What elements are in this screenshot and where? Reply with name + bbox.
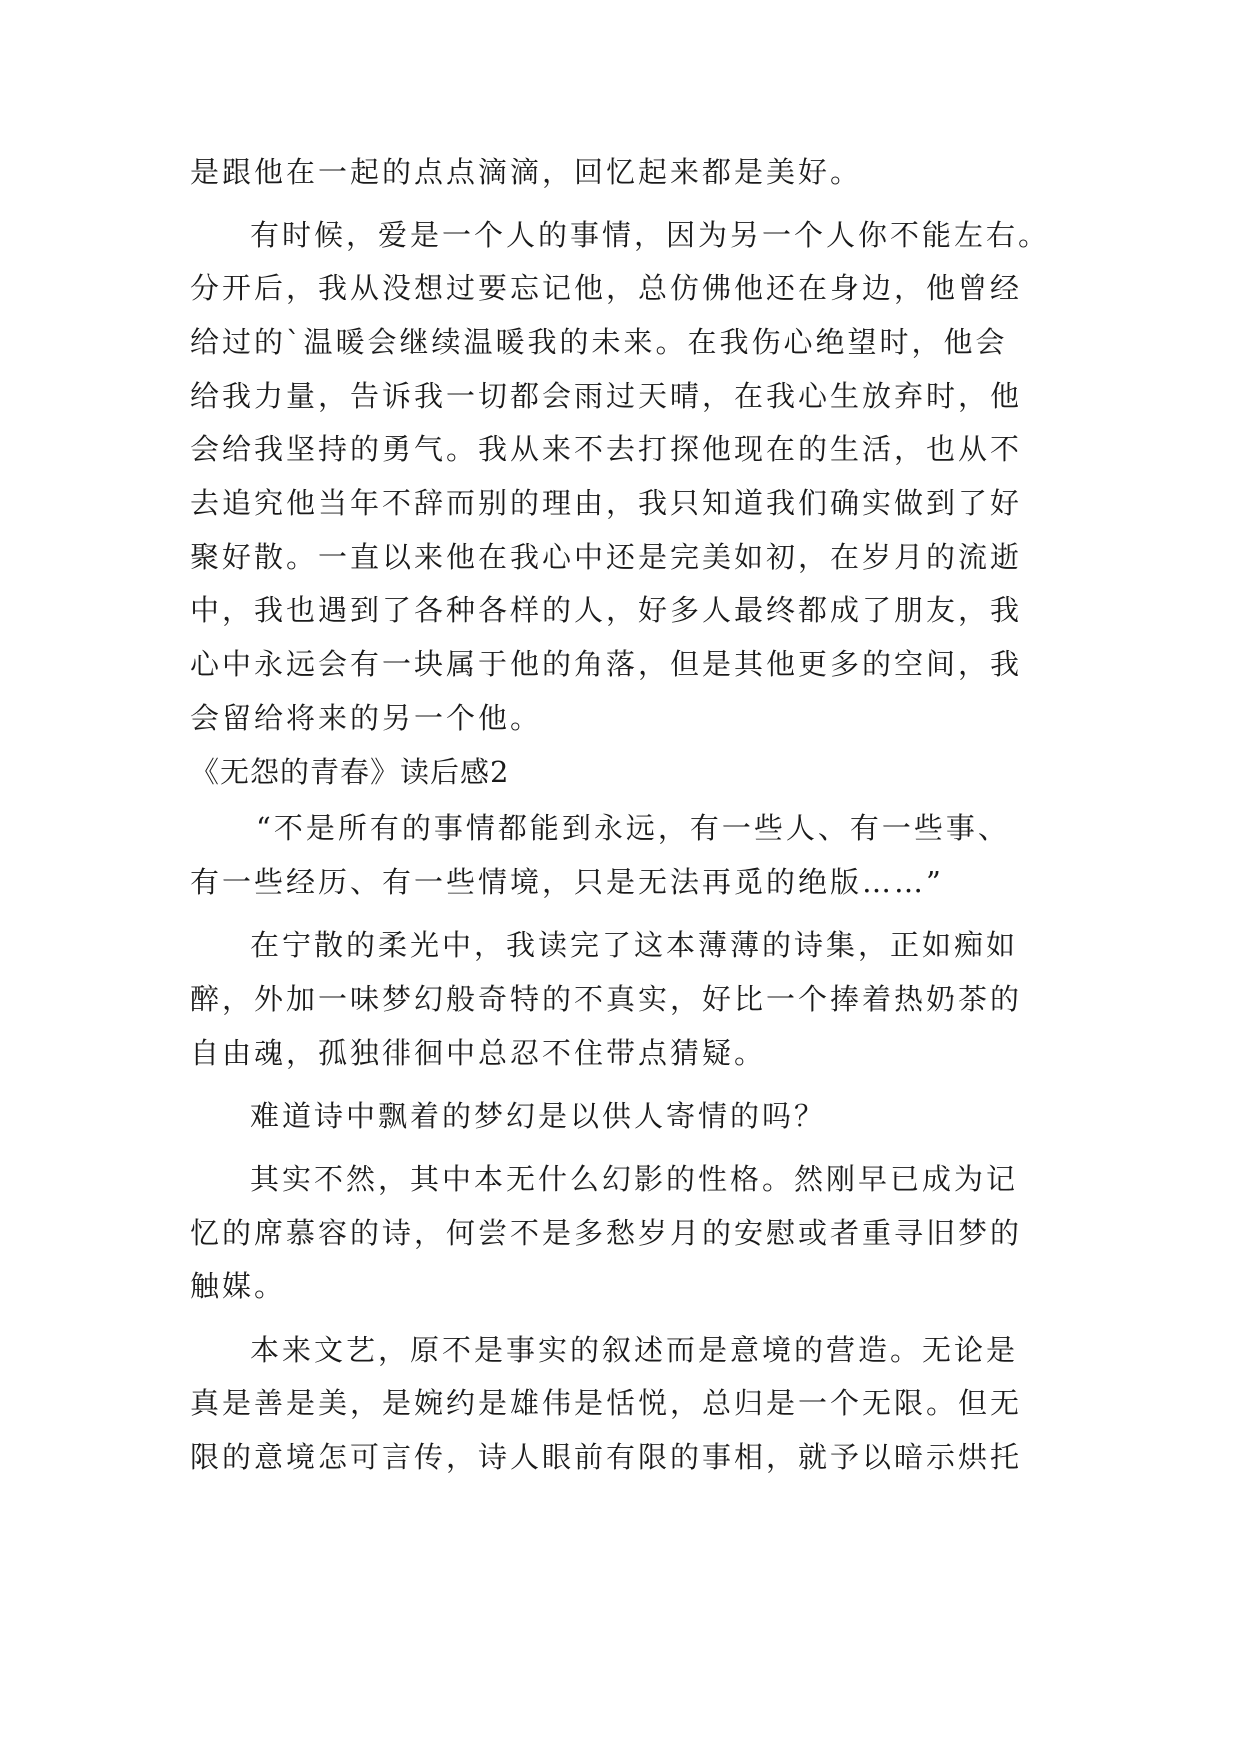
paragraph-line: 忆的席慕容的诗，何尝不是多愁岁月的安慰或者重寻旧梦的	[190, 1216, 1023, 1250]
paragraph-line: 限的意境怎可言传，诗人眼前有限的事相，就予以暗示烘托	[190, 1440, 1023, 1474]
paragraph-line: 中，我也遇到了各种各样的人，好多人最终都成了朋友，我	[190, 593, 1023, 627]
paragraph-line: 会留给将来的另一个他。	[190, 701, 543, 735]
paragraph-line: 心中永远会有一块属于他的角落，但是其他更多的空间，我	[190, 647, 1023, 681]
paragraph-line: 给过的`温暖会继续温暖我的未来。在我伤心绝望时，他会	[190, 325, 1008, 359]
paragraph-line: 醉，外加一味梦幻般奇特的不真实，好比一个捧着热奶茶的	[190, 982, 1023, 1016]
section-heading: 《无怨的青春》读后感2	[190, 755, 510, 789]
paragraph-line: 分开后，我从没想过要忘记他，总仿佛他还在身边，他曾经	[190, 271, 1023, 305]
paragraph-line: 本来文艺，原不是事实的叙述而是意境的营造。无论是	[250, 1333, 1019, 1367]
paragraph-line: 去追究他当年不辞而别的理由，我只知道我们确实做到了好	[190, 486, 1023, 520]
paragraph-line: 其实不然，其中本无什么幻影的性格。然刚早已成为记	[250, 1162, 1019, 1196]
paragraph-line: 自由魂，孤独徘徊中总忍不住带点猜疑。	[190, 1036, 767, 1070]
paragraph-line: 聚好散。一直以来他在我心中还是完美如初，在岁月的流逝	[190, 540, 1023, 574]
quote-line: “不是所有的事情都能到永远，有一些人、有一些事、	[256, 811, 1010, 845]
paragraph-line: 给我力量，告诉我一切都会雨过天晴，在我心生放弃时，他	[190, 379, 1023, 413]
paragraph-line: 触媒。	[190, 1269, 287, 1303]
paragraph-line: 有时候，爱是一个人的事情，因为另一个人你不能左右。	[250, 218, 1051, 252]
paragraph-line: 在宁散的柔光中，我读完了这本薄薄的诗集，正如痴如	[250, 928, 1019, 962]
paragraph-line: 真是善是美，是婉约是雄伟是恬悦，总归是一个无限。但无	[190, 1386, 1023, 1420]
paragraph-line: 是跟他在一起的点点滴滴，回忆起来都是美好。	[190, 155, 863, 189]
quote-line: 有一些经历、有一些情境，只是无法再觅的绝版……”	[190, 865, 944, 899]
paragraph-line: 难道诗中飘着的梦幻是以供人寄情的吗？	[250, 1099, 827, 1133]
paragraph-line: 会给我坚持的勇气。我从来不去打探他现在的生活，也从不	[190, 432, 1023, 466]
